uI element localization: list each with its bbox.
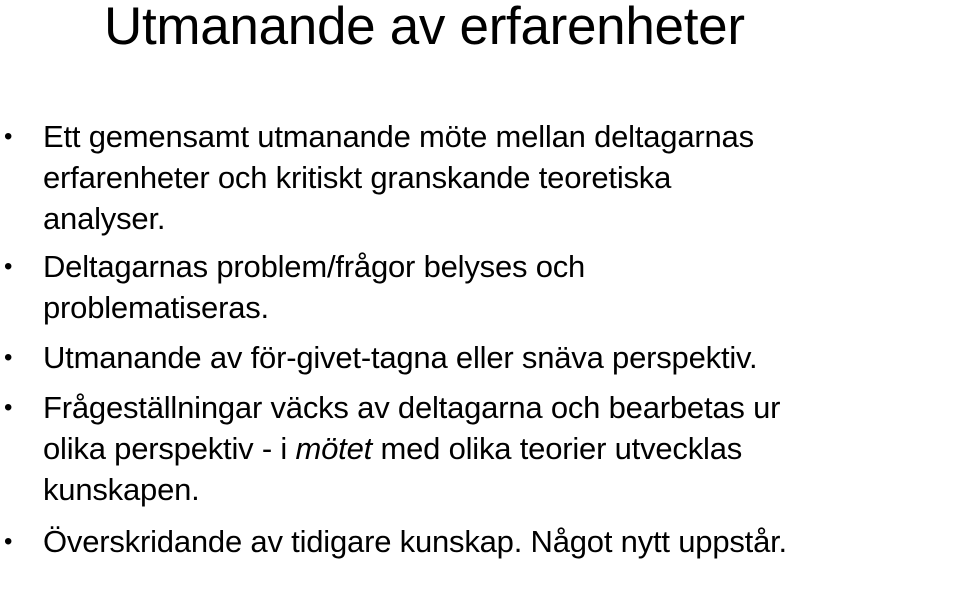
bullet-line: analyser. xyxy=(43,201,166,236)
bullet-line-mixed xyxy=(43,428,960,469)
bullet-item-2 xyxy=(0,246,960,328)
italic-emphasis: mötet xyxy=(295,431,373,466)
text-segment: med olika teorier utvecklas xyxy=(372,431,743,466)
bullet-line: kunskapen. xyxy=(43,472,200,507)
bullet-line: erfarenheter och kritiskt granskande teoretiska xyxy=(43,160,672,195)
bullet-line: Deltagarnas problem/frågor belyses och xyxy=(43,249,586,284)
bullet-line: Utmanande av för-givet-tagna eller snäva perspektiv. xyxy=(43,340,758,375)
bullet-dot-icon: • xyxy=(4,344,13,371)
bullet-line: problematiseras. xyxy=(43,290,269,325)
bullet-dot-icon: • xyxy=(4,253,13,280)
bullet-line: Frågeställningar väcks av deltagarna och bearbetas ur xyxy=(43,390,781,425)
bullet-dot-icon: • xyxy=(4,528,13,555)
bullet-item-1 xyxy=(0,116,960,239)
bullet-dot-icon: • xyxy=(4,394,13,421)
bullet-item-4 xyxy=(0,387,960,510)
bullet-dot-icon: • xyxy=(4,123,13,150)
bullet-list xyxy=(0,116,960,562)
bullet-item-3 xyxy=(0,337,960,378)
bullet-item-5 xyxy=(0,521,960,562)
bullet-line: Ett gemensamt utmanande möte mellan deltagarnas xyxy=(43,119,754,154)
slide-title: Utmanande av erfarenheter xyxy=(104,0,745,56)
bullet-line: Överskridande av tidigare kunskap. Något nytt uppstår. xyxy=(43,524,787,559)
text-segment: olika perspektiv - i xyxy=(43,431,296,466)
